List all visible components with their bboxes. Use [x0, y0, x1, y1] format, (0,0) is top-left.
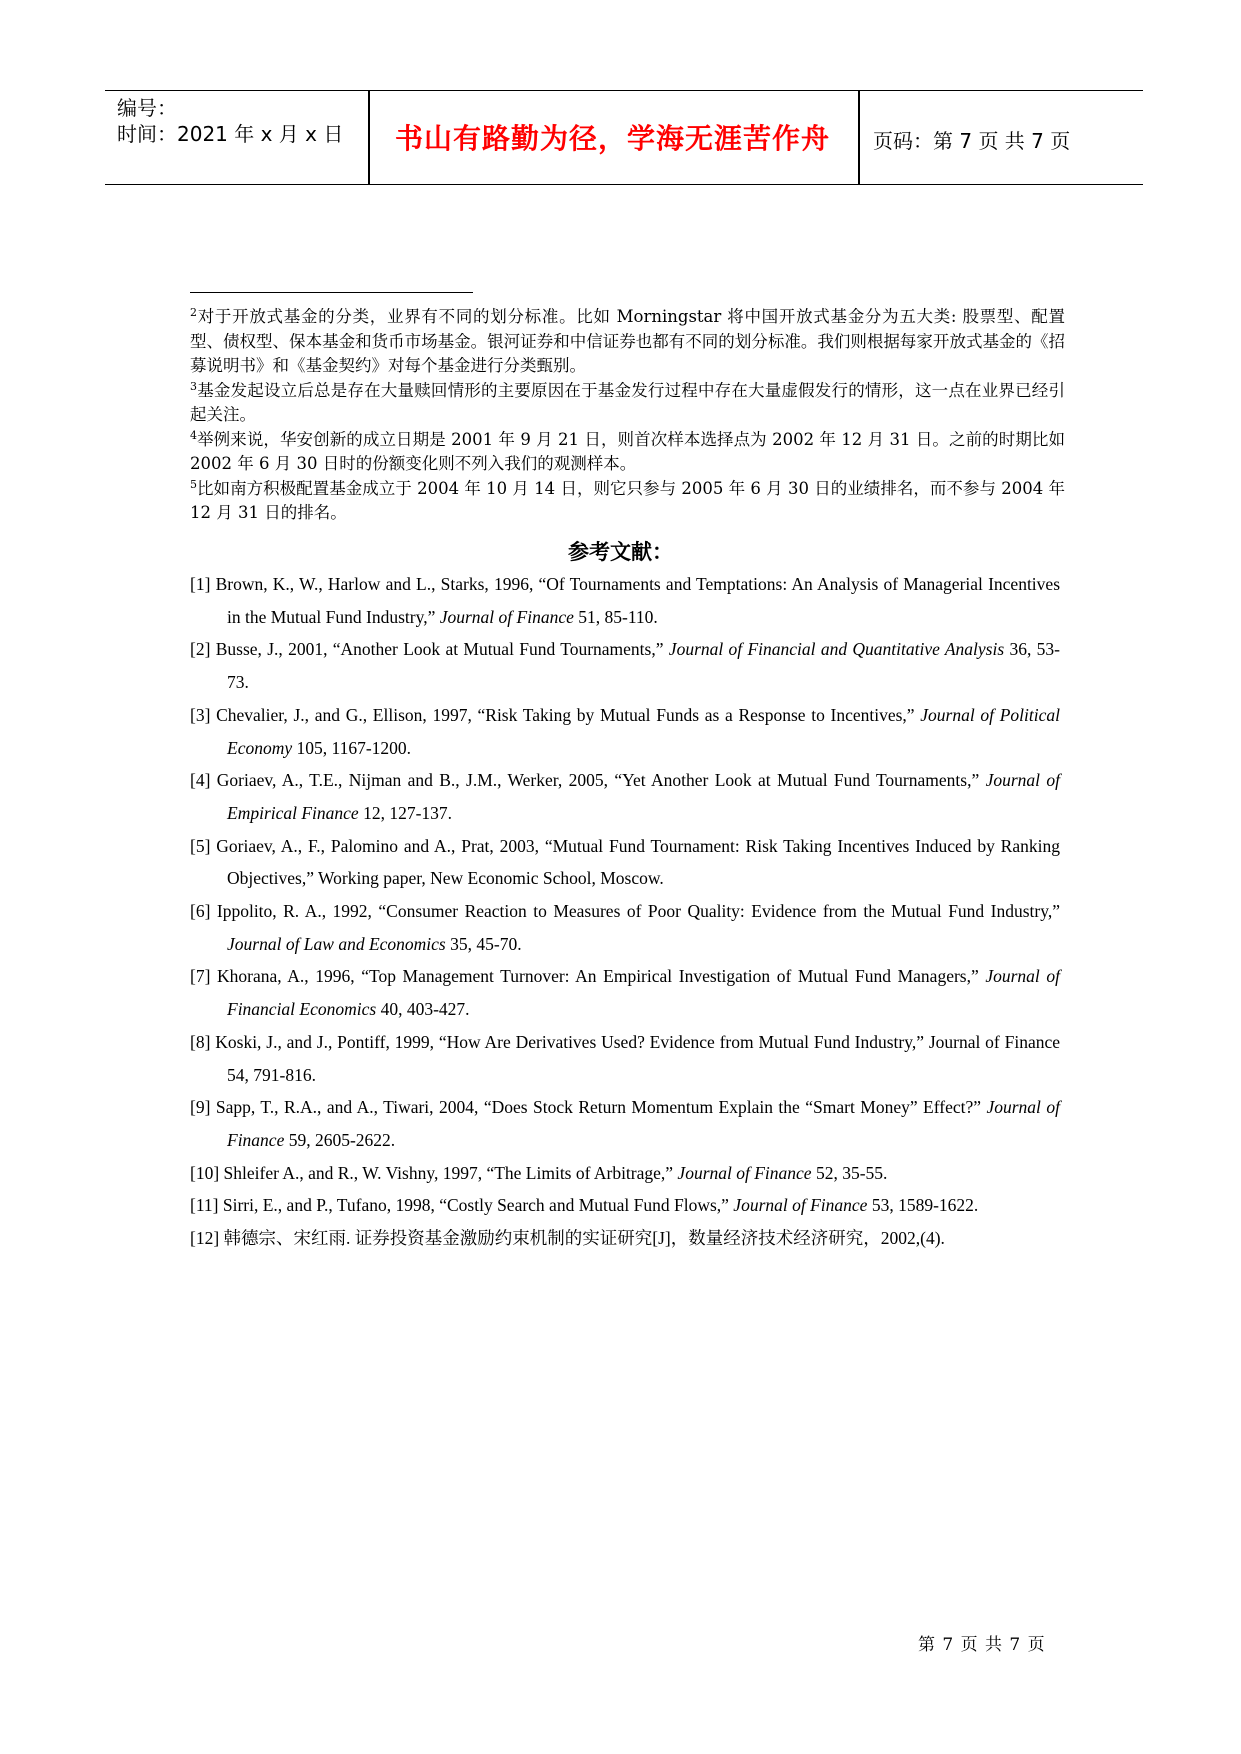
footnotes — [190, 305, 1065, 526]
reference-item: [4] Goriaev, A., T.E., Nijman and B., J.M., Werker, 2005, “Yet Another Look at Mutual Fund Tournaments,” Journal of Empirical Finance 12, 127-137. — [190, 770, 1060, 823]
references-list — [190, 568, 1060, 1255]
reference-item: [6] Ippolito, R. A., 1992, “Consumer Reaction to Measures of Poor Quality: Evidence from the Mutual Fund Industry,” Journal of Law and Economics 35, 45-70. — [190, 901, 1060, 954]
footnote-number: 5 — [190, 477, 197, 491]
footnote-number: 4 — [190, 428, 197, 442]
page-header — [105, 90, 1143, 185]
footnote-3 — [190, 379, 1065, 428]
footnote-text: 举例来说，华安创新的成立日期是 2001 年 9 月 21 日，则首次样本选择点为 2002 年 12 月 31 日。之前的时期比如 2002 年 6 月 30 日时的份额变化则不列入我们的观测样本。 — [190, 429, 1065, 473]
footnote-text: 基金发起设立后总是存在大量赎回情形的主要原因在于基金发行过程中存在大量虚假发行的情形，这一点在业界已经引起关注。 — [190, 380, 1065, 424]
page-footer: 第 7 页 共 7 页 — [918, 1635, 1046, 1655]
header-page-number: 页码：第 7 页 共 7 页 — [873, 129, 1071, 153]
footnote-number: 3 — [190, 379, 197, 393]
footnote-5 — [190, 477, 1065, 526]
document-time-label: 时间：2021 年 x 月 x 日 — [117, 122, 344, 146]
reference-item: [3] Chevalier, J., and G., Ellison, 1997, “Risk Taking by Mutual Funds as a Response to Incentives,” Journal of Political Economy 105, 1167-1200. — [190, 704, 1060, 758]
reference-item: [7] Khorana, A., 1996, “Top Management Turnover: An Empirical Investigation of Mutual Fund Managers,” Journal of Financial Economics 40, 403-427. — [190, 966, 1060, 1020]
reference-item: [12] 韩德宗、宋红雨. 证券投资基金激励约束机制的实证研究[J]，数量经济技术经济研究，2002,(4). — [190, 1228, 945, 1249]
footnote-text: 比如南方积极配置基金成立于 2004 年 10 月 14 日，则它只参与 2005 年 6 月 30 日的业绩排名，而不参与 2004 年 12 月 31 日的排名。 — [190, 478, 1065, 522]
footnote-number: 2 — [190, 306, 197, 319]
references-heading: 参考文献： — [568, 540, 673, 564]
reference-item: [5] Goriaev, A., F., Palomino and A., Prat, 2003, “Mutual Fund Tournament: Risk Taking Incentives Induced by Ranking Objectives,” Working paper, New Economic School, Moscow. — [190, 835, 1060, 889]
reference-item: [9] Sapp, T., R.A., and A., Tiwari, 2004, “Does Stock Return Momentum Explain the “Smart Money” Effect?” Journal of Finance 59, 2605-2622. — [190, 1097, 1060, 1150]
footnote-text: 对于开放式基金的分类，业界有不同的划分标准。比如 Morningstar 将中国开放式基金分为五大类: 股票型、配置型、债权型、保本基金和货币市场基金。银河证券和中信证券也都有不同的划分标准。我们则根据每家开放式基金的《招募说明书》和《基金契约》对每个基金进行分类甄别。 — [190, 307, 1065, 375]
reference-item: [2] Busse, J., 2001, “Another Look at Mutual Fund Tournaments,” Journal of Financial and Quantitative Analysis 36, 53-73. — [190, 639, 1060, 693]
footnote-2 — [190, 305, 1065, 379]
footnote-separator — [190, 292, 473, 293]
reference-item: [8] Koski, J., and J., Pontiff, 1999, “How Are Derivatives Used? Evidence from Mutual Fund Industry,” Journal of Finance 54, 791-816. — [190, 1031, 1060, 1085]
header-motto: 书山有路勤为径，学海无涯苦作舟 — [395, 122, 831, 155]
document-number-label: 编号： — [117, 96, 177, 120]
header-divider-right — [858, 91, 860, 184]
reference-item: [1] Brown, K., W., Harlow and L., Starks, 1996, “Of Tournaments and Temptations: An Analysis of Managerial Incentives in the Mutual Fund Industry,” Journal of Finance 51, 85-110. — [190, 574, 1060, 627]
header-info — [117, 91, 367, 184]
reference-item: [11] Sirri, E., and P., Tufano, 1998, “Costly Search and Mutual Fund Flows,” Journal of Finance 53, 1589-1622. — [190, 1195, 979, 1216]
header-divider-left — [368, 91, 370, 184]
reference-item: [10] Shleifer A., and R., W. Vishny, 1997, “The Limits of Arbitrage,” Journal of Finance 52, 35-55. — [190, 1162, 888, 1183]
footnote-4 — [190, 428, 1065, 477]
